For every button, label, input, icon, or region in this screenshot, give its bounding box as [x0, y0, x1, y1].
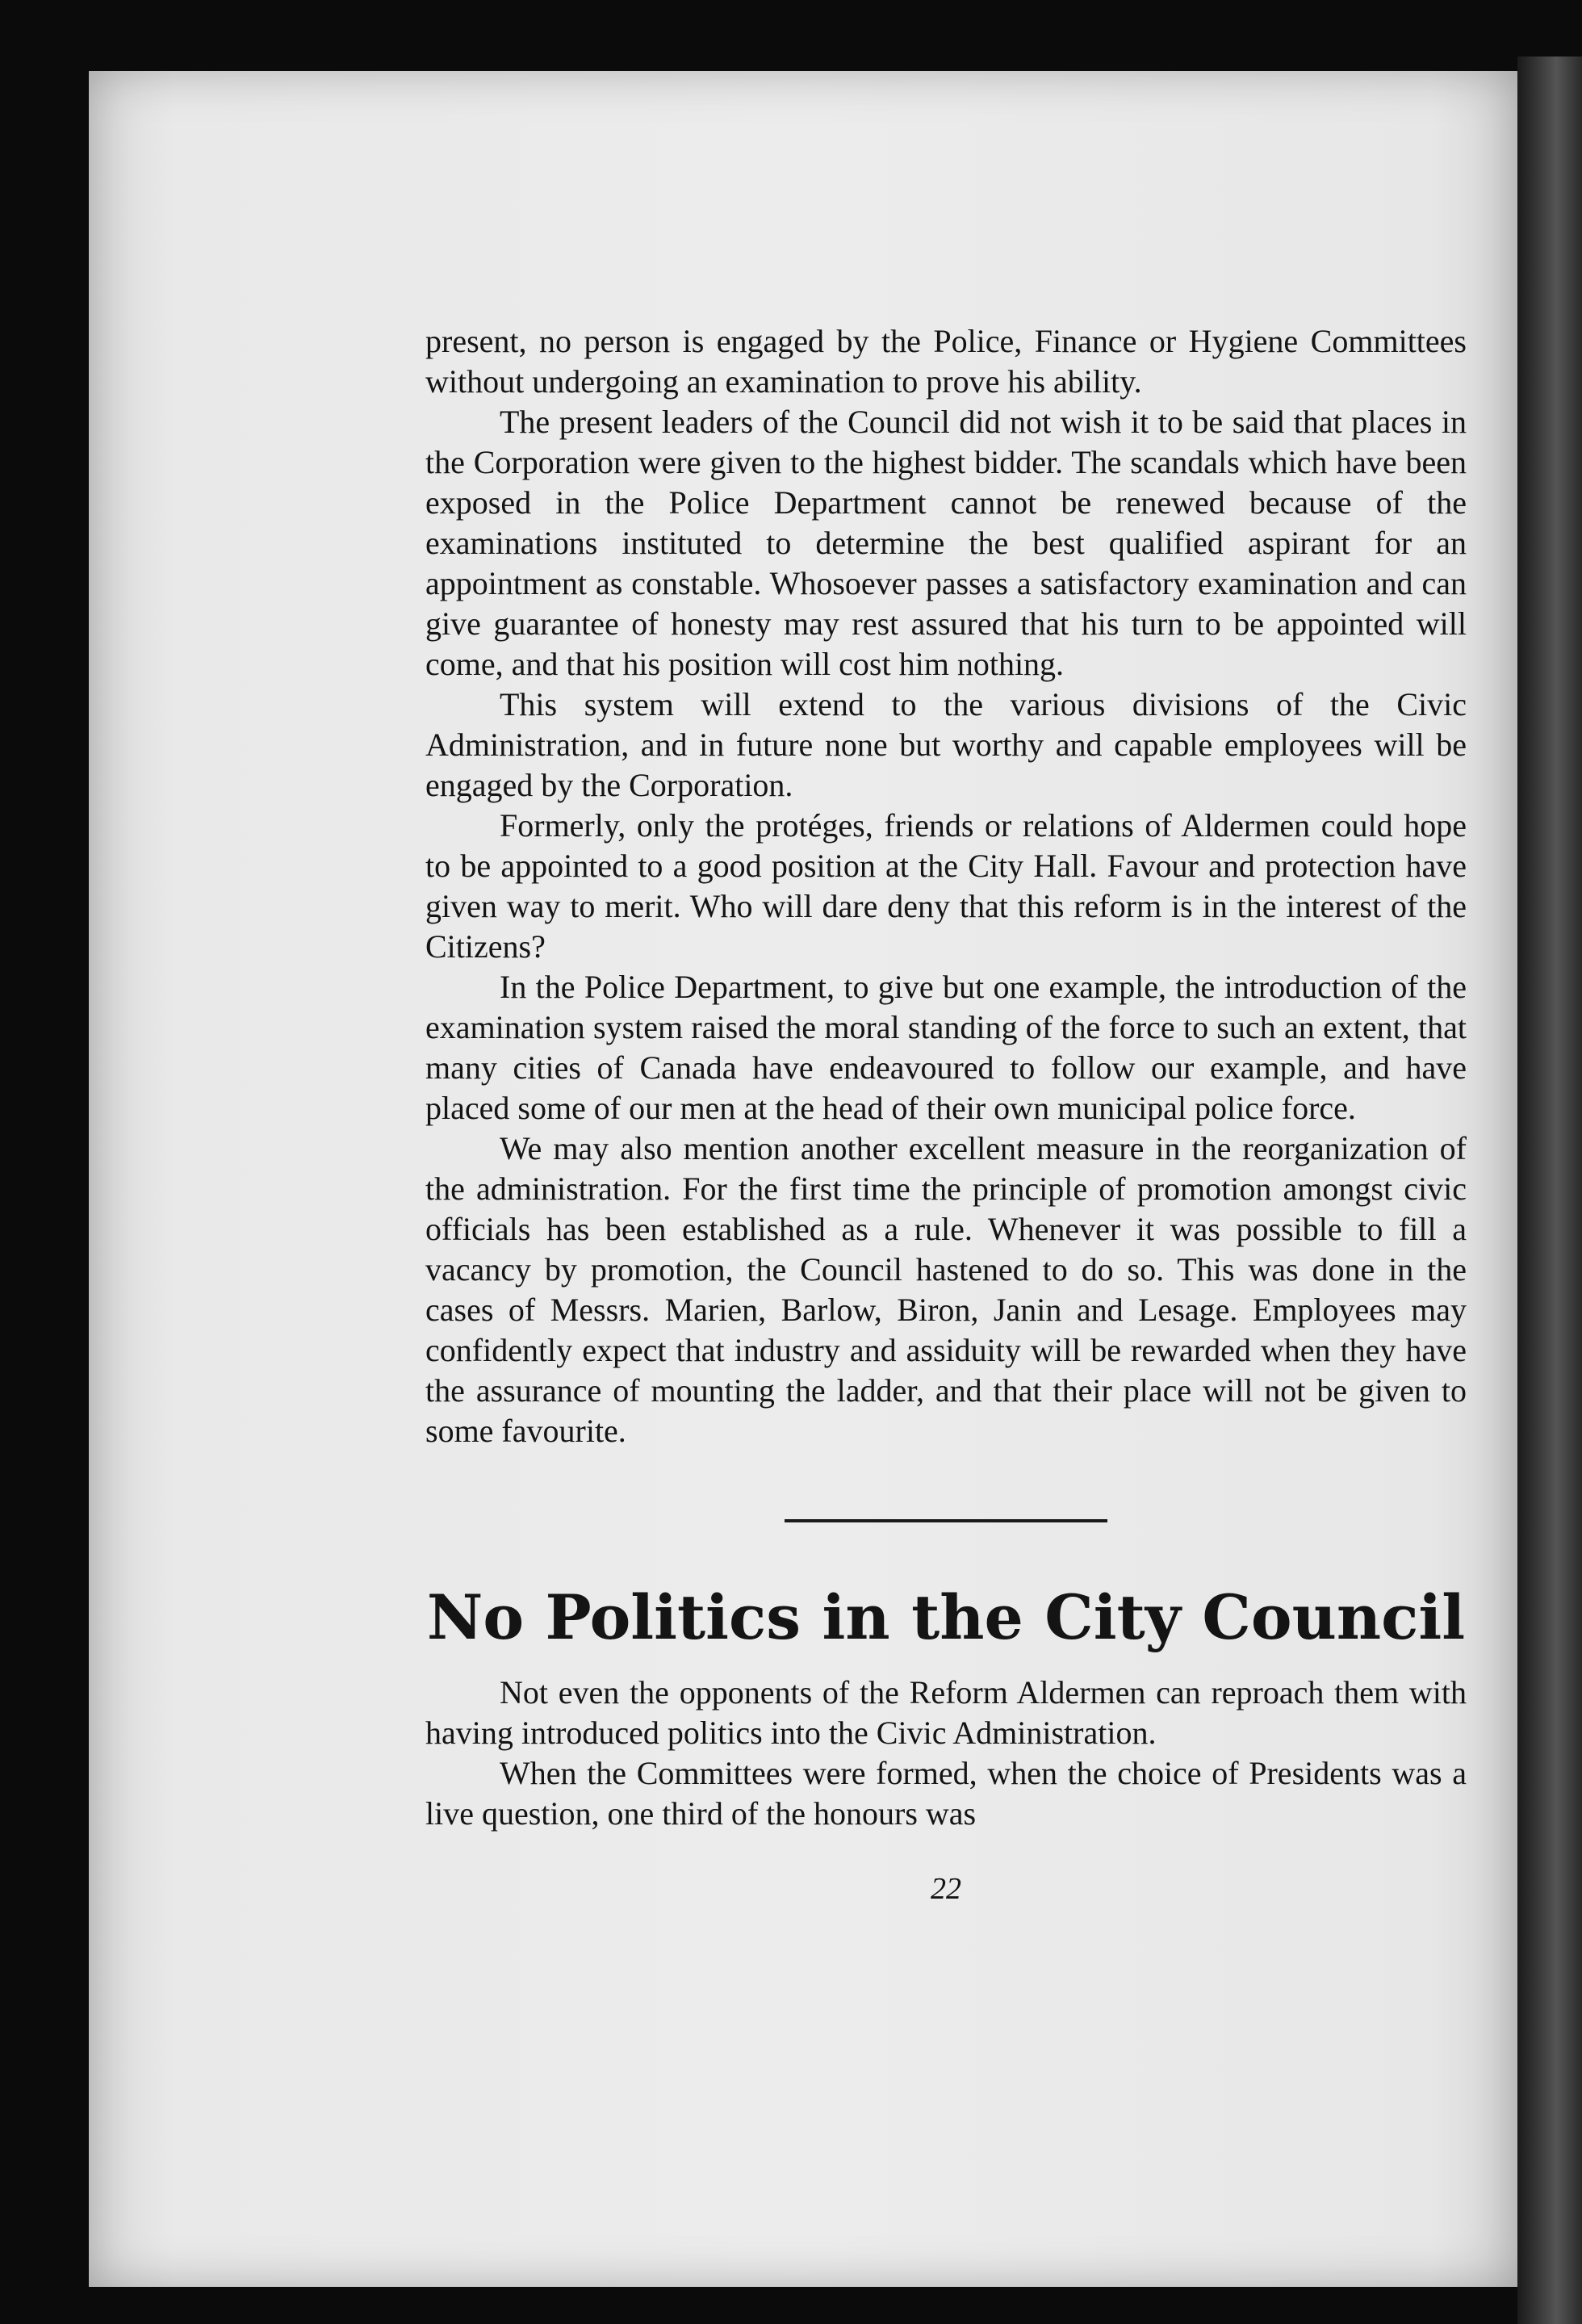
paragraph: In the Police Department, to give but one example, the introduction of the examination system raised the moral standing of the force to such an extent, that many cities of Canada have endeavoured to follow our example, and have placed some of our men at the head of their own municipal police force.: [425, 969, 1467, 1126]
book-binding-edge: [1517, 57, 1582, 2324]
section-divider: [785, 1519, 1107, 1522]
paragraph: Not even the opponents of the Reform Aldermen can reproach them with having introduced politics into the Civic Administration.: [425, 1674, 1467, 1751]
paragraph: present, no person is engaged by the Police, Finance or Hygiene Committees without undergoing an examination to prove his ability.: [425, 323, 1467, 400]
paragraph: This system will extend to the various divisions of the Civic Administration, and in future none but worthy and capable employees will be engaged by the Corporation.: [425, 686, 1467, 803]
paragraph: We may also mention another excellent measure in the reorganization of the administration. For the first time the principle of promotion amongst civic officials has been established as a rule. Whenever it was possible to fill a vacancy by promotion, the Council hastened to do so. This was done in the cases of Messrs. Marien, Barlow, Biron, Janin and Lesage. Employees may confidently expect that industry and assiduity will be rewarded when they have the assurance of mounting the ladder, and that their place will not be given to some favourite.: [425, 1130, 1467, 1449]
text-column: [425, 321, 1467, 1907]
page-number: 22: [931, 1872, 961, 1906]
paragraph: The present leaders of the Council did not wish it to be said that places in the Corporation were given to the highest bidder. The scandals which have been exposed in the Police Department cannot be renewed because of the examinations instituted to determine the best qualified aspirant for an appointment as constable. Whosoever passes a satisfactory examination and can give guarantee of honesty may rest assured that his turn to be appointed will come, and that his position will cost him nothing.: [425, 404, 1467, 682]
paragraph: Formerly, only the protéges, friends or relations of Aldermen could hope to be appointed to a good position at the City Hall. Favour and protection have given way to merit. Who will dare deny that this reform is in the interest of the Citizens?: [425, 807, 1467, 965]
paragraph: When the Committees were formed, when the choice of Presidents was a live question, one third of the honours was: [425, 1755, 1467, 1832]
section-heading: No Politics in the City Council: [426, 1581, 1466, 1653]
